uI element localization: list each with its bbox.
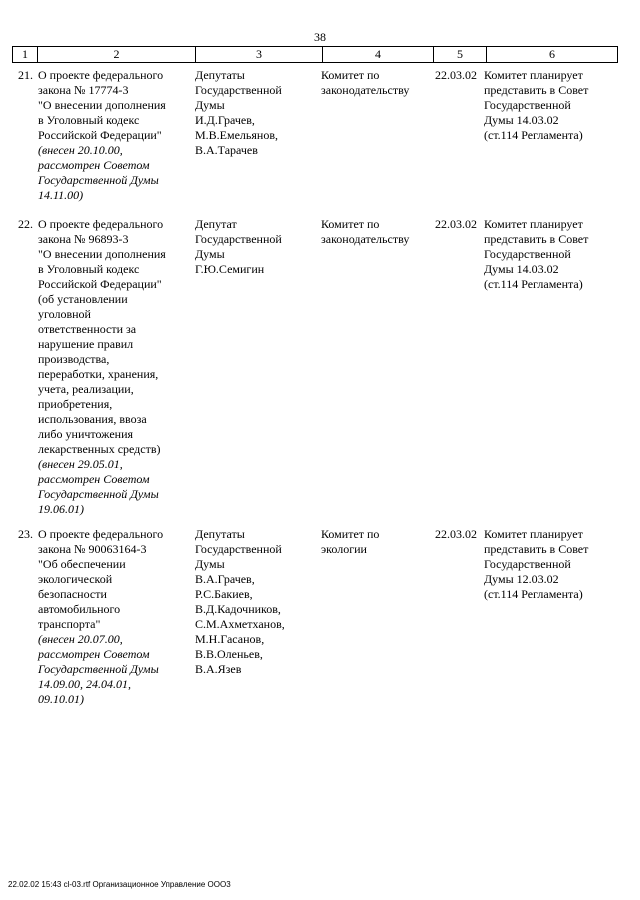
status-line: представить в Совет [484, 83, 589, 97]
bill-title-line: безопасности [38, 587, 107, 601]
bill-note-line: рассмотрен Советом [38, 472, 150, 486]
committee [319, 527, 429, 707]
committee-line: законодательству [321, 232, 410, 246]
status [481, 217, 618, 517]
bill-note-line: 14.11.00) [38, 188, 84, 202]
status-line: Государственной [484, 247, 571, 261]
author-line: Государственной [195, 83, 282, 97]
page-number: 38 [314, 30, 326, 44]
bill-title-line: переработки, хранения, [38, 367, 159, 381]
bill-note-line: Государственной Думы [38, 173, 159, 187]
table-header [12, 46, 618, 63]
status-line: представить в Совет [484, 232, 589, 246]
table-row [12, 217, 618, 517]
header-col-5: 5 [434, 47, 487, 62]
bill-title-line: использования, ввоза [38, 412, 147, 426]
bill-note-line: (внесен 29.05.01, [38, 457, 123, 471]
bill-note-line: 14.09.00, 24.04.01, [38, 677, 131, 691]
bill-title-line: уголовной [38, 307, 91, 321]
bill-title-line: производства, [38, 352, 110, 366]
bill-note-line: (внесен 20.10.00, [38, 143, 123, 157]
table-row [12, 527, 618, 707]
committee-line: Комитет по [321, 217, 380, 231]
bill-title-line: Российской Федерации" [38, 128, 162, 142]
bill-title-line: лекарственных средств) [38, 442, 161, 456]
bill-note-line: рассмотрен Советом [38, 647, 150, 661]
row-number: 22. [18, 217, 33, 231]
bill-note-line: рассмотрен Советом [38, 158, 150, 172]
author-line: М.Н.Гасанов, [195, 632, 265, 646]
author-line: Государственной [195, 542, 282, 556]
date: 22.03.02 [435, 68, 477, 82]
author-line: Думы [195, 557, 225, 571]
bill-title-line: в Уголовный кодекс [38, 262, 140, 276]
header-col-4: 4 [323, 47, 434, 62]
status-line: представить в Совет [484, 542, 589, 556]
bill-title [36, 527, 193, 707]
committee-line: экологии [321, 542, 367, 556]
committee-line: законодательству [321, 83, 410, 97]
author-line: Государственной [195, 232, 282, 246]
author-line: В.В.Оленьев, [195, 647, 263, 661]
bill-title-line: экологической [38, 572, 113, 586]
author-line: И.Д.Грачев, [195, 113, 255, 127]
committee [319, 217, 429, 517]
bill-title-line: О проекте федерального [38, 68, 164, 82]
author-line: Депутат [195, 217, 237, 231]
row-number: 21. [18, 68, 33, 82]
bill-title-line: закона № 96893-3 [38, 232, 129, 246]
bill-title-line: нарушение правил [38, 337, 134, 351]
table-row [12, 68, 618, 203]
status-line: Государственной [484, 98, 571, 112]
bill-title [36, 217, 193, 517]
header-col-2: 2 [38, 47, 196, 62]
page-footer: 22.02.02 15:43 cl-03.rtf Организационное Управление ООО3 [8, 880, 231, 889]
committee-line: Комитет по [321, 68, 380, 82]
bill-authors [193, 217, 319, 517]
date: 22.03.02 [435, 217, 477, 231]
author-line: Депутаты [195, 527, 245, 541]
author-line: Думы [195, 98, 225, 112]
bill-title-line: О проекте федерального [38, 527, 164, 541]
status-line: Комитет планирует [484, 217, 583, 231]
bill-title-line: "О внесении дополнения [38, 98, 166, 112]
bill-title-line: Российской Федерации" [38, 277, 162, 291]
committee-line: Комитет по [321, 527, 380, 541]
author-line: В.А.Язев [195, 662, 242, 676]
committee [319, 68, 429, 203]
bill-title-line: ответственности за [38, 322, 137, 336]
author-line: В.А.Тарачев [195, 143, 258, 157]
bill-title-line: либо уничтожения [38, 427, 134, 441]
bill-note-line: 09.10.01) [38, 692, 84, 706]
status-line: Думы 14.03.02 [484, 262, 559, 276]
status-line: Комитет планирует [484, 68, 583, 82]
bill-title-line: "Об обеспечении [38, 557, 126, 571]
status [481, 527, 618, 707]
row-number: 23. [18, 527, 33, 541]
bill-title-line: приобретения, [38, 397, 113, 411]
bill-title-line: закона № 17774-3 [38, 83, 129, 97]
bill-title-line: автомобильного [38, 602, 121, 616]
status-line: Комитет планирует [484, 527, 583, 541]
date: 22.03.02 [435, 527, 477, 541]
bills-table [12, 46, 618, 706]
status [481, 68, 618, 203]
bill-title-line: в Уголовный кодекс [38, 113, 140, 127]
bill-title-line: (об установлении [38, 292, 128, 306]
bill-note-line: Государственной Думы [38, 662, 159, 676]
bill-note-line: (внесен 20.07.00, [38, 632, 123, 646]
bill-title-line: О проекте федерального [38, 217, 164, 231]
author-line: С.М.Ахметханов, [195, 617, 285, 631]
bill-title [36, 68, 193, 203]
status-line: Государственной [484, 557, 571, 571]
author-line: М.В.Емельянов, [195, 128, 278, 142]
author-line: Думы [195, 247, 225, 261]
status-line: (ст.114 Регламента) [484, 277, 583, 291]
bill-note-line: Государственной Думы [38, 487, 159, 501]
bill-authors [193, 68, 319, 203]
status-line: (ст.114 Регламента) [484, 587, 583, 601]
bill-title-line: "О внесении дополнения [38, 247, 166, 261]
status-line: Думы 14.03.02 [484, 113, 559, 127]
bill-authors [193, 527, 319, 707]
header-col-6: 6 [549, 47, 555, 61]
author-line: Г.Ю.Семигин [195, 262, 265, 276]
author-line: Р.С.Бакиев, [195, 587, 253, 601]
bill-title-line: закона № 90063164-3 [38, 542, 147, 556]
header-col-1: 1 [13, 47, 38, 62]
status-line: Думы 12.03.02 [484, 572, 559, 586]
bill-title-line: транспорта" [38, 617, 101, 631]
bill-note-line: 19.06.01) [38, 502, 84, 516]
author-line: Депутаты [195, 68, 245, 82]
author-line: В.Д.Кадочников, [195, 602, 281, 616]
status-line: (ст.114 Регламента) [484, 128, 583, 142]
author-line: В.А.Грачев, [195, 572, 255, 586]
header-col-3: 3 [196, 47, 323, 62]
bill-title-line: учета, реализации, [38, 382, 134, 396]
